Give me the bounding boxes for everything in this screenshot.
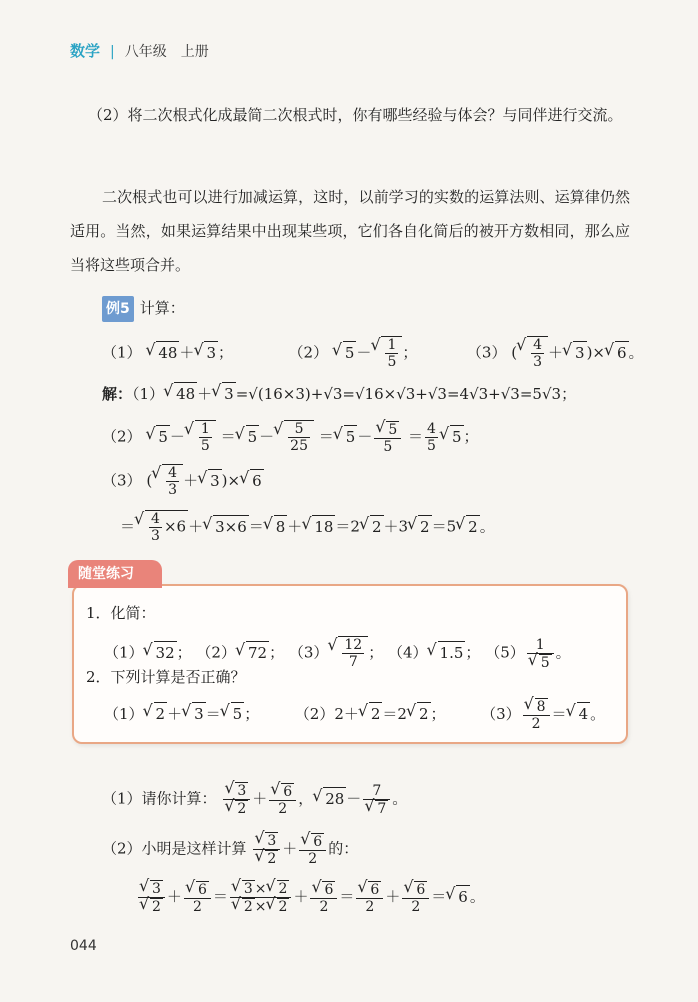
xiaoming-calculation: √ 3 √ 2 ＋ √ $\frac{6}{2}$ ＝ √ 3 ×√ 2 √ 2 ×√ 2 ＋ √ $\frac{6}{2}$ ＝ √ $\frac{6}{2}$ ＋ √ $\frac{6}{2}$ ＝√ 6 。 bbox=[136, 880, 485, 915]
followup-2-label: （2）小明是这样计算 bbox=[102, 839, 247, 858]
solution-label: 解： bbox=[102, 385, 133, 403]
solution-3b: ＝ √ $\frac{4}{3}$ ×6 ＋√ 3×6 ＝√ 8 ＋√ 18 ＝2√ 2 ＋3√ 2 ＝5√ 2 。 bbox=[120, 510, 495, 544]
problem-1-label: （1） bbox=[102, 343, 142, 362]
q1-item-3: （3） bbox=[288, 643, 329, 662]
q1-item-5: （5） bbox=[485, 643, 525, 662]
practice-q1: 1．化简： bbox=[86, 604, 156, 622]
practice-q2-items: （1）√ 2 ＋√ 3 ＝√ 5 ； （2）2＋√ 2 ＝2√ 2 ； （3） √ $\frac{8}{2}$ ＝√ 4 。 bbox=[104, 698, 605, 732]
practice-title: 随堂练习 bbox=[68, 560, 162, 588]
header-separator: | bbox=[110, 44, 115, 60]
followup-2-end: 的： bbox=[328, 839, 359, 858]
subject-label: 数学 bbox=[70, 42, 101, 60]
followup-2: （2）小明是这样计算 √ 3 √ 2 ＋ √ $\frac{6}{2}$ 的： bbox=[102, 832, 358, 867]
practice-q1-items: （1）√ 32 ； （2）√ 72 ； （3） √ $\frac{12}{7}$ ； （4）√ 1.5 ； （5） 1 √ 5 。 bbox=[104, 636, 571, 671]
discussion-question: （2）将二次根式化成最简二次根式时，你有哪些经验与体会？与同伴进行交流。 bbox=[88, 106, 623, 124]
sol-2-label: （2） bbox=[102, 427, 142, 446]
example-tag: 例5 bbox=[102, 296, 134, 322]
practice-q2: 2．下列计算是否正确？ bbox=[86, 668, 246, 686]
problem-2-label: （2） bbox=[288, 343, 329, 362]
followup-1-label: （1）请你计算： bbox=[102, 789, 217, 808]
example-label: 计算： bbox=[139, 299, 185, 317]
problem-3-label: （3） bbox=[466, 343, 507, 362]
example-heading bbox=[102, 296, 185, 322]
solution-3a: （3） ( √ $\frac{4}{3}$ ＋√ 3 )×√ 6 bbox=[102, 464, 264, 498]
solution-2: （2） √ 5 － √ $\frac{1}{5}$ ＝√ 5 － √ $\frac{5}{25}$ ＝√ 5 － √ $\frac{5}{5}$ ＝ $\frac{4}{5}$ √ 5 ； bbox=[102, 420, 479, 455]
intro-paragraph: 二次根式也可以进行加减运算，这时，以前学习的实数的运算法则、运算律仍然适用。当然，如果运算结果中出现某些项，它们各自化简后的被开方数相同，那么应当将这些项合并。 bbox=[70, 188, 630, 274]
grade-label: 八年级 上册 bbox=[124, 44, 209, 60]
followup-1: （1）请你计算： √ 3 √ 2 ＋ √ $\frac{6}{2}$ ，√ 28 － 7 √ 7 。 bbox=[102, 782, 407, 817]
q1-item-4: （4） bbox=[388, 643, 428, 662]
example-problems: （1） √ 48 ＋√ 3 ； （2） √ 5 － √ $\frac{1}{5}$ ； （3） ( √ $\frac{4}{3}$ ＋√ 3 )×√ 6 。 bbox=[102, 336, 644, 370]
page-header bbox=[70, 40, 209, 61]
q2-item-1: （1） bbox=[104, 705, 144, 723]
solution-1: 解：（1）√ 48 ＋√ 3 =√(16×3)+√3=√16×√3+√3=4√3+√3=5√3； bbox=[102, 382, 576, 405]
q1-item-2: （2） bbox=[196, 643, 236, 662]
q2-item-3: （3） bbox=[481, 705, 521, 723]
sol-1-label: （1） bbox=[132, 385, 165, 403]
sol-1-steps: =√(16×3)+√3=√16×√3+√3=4√3+√3=5√3； bbox=[235, 385, 577, 403]
q1-item-1: （1） bbox=[104, 643, 144, 662]
page-number: 044 bbox=[70, 938, 97, 954]
q2-item-2: （2） bbox=[294, 705, 335, 723]
sol-3-label: （3） bbox=[102, 471, 142, 490]
